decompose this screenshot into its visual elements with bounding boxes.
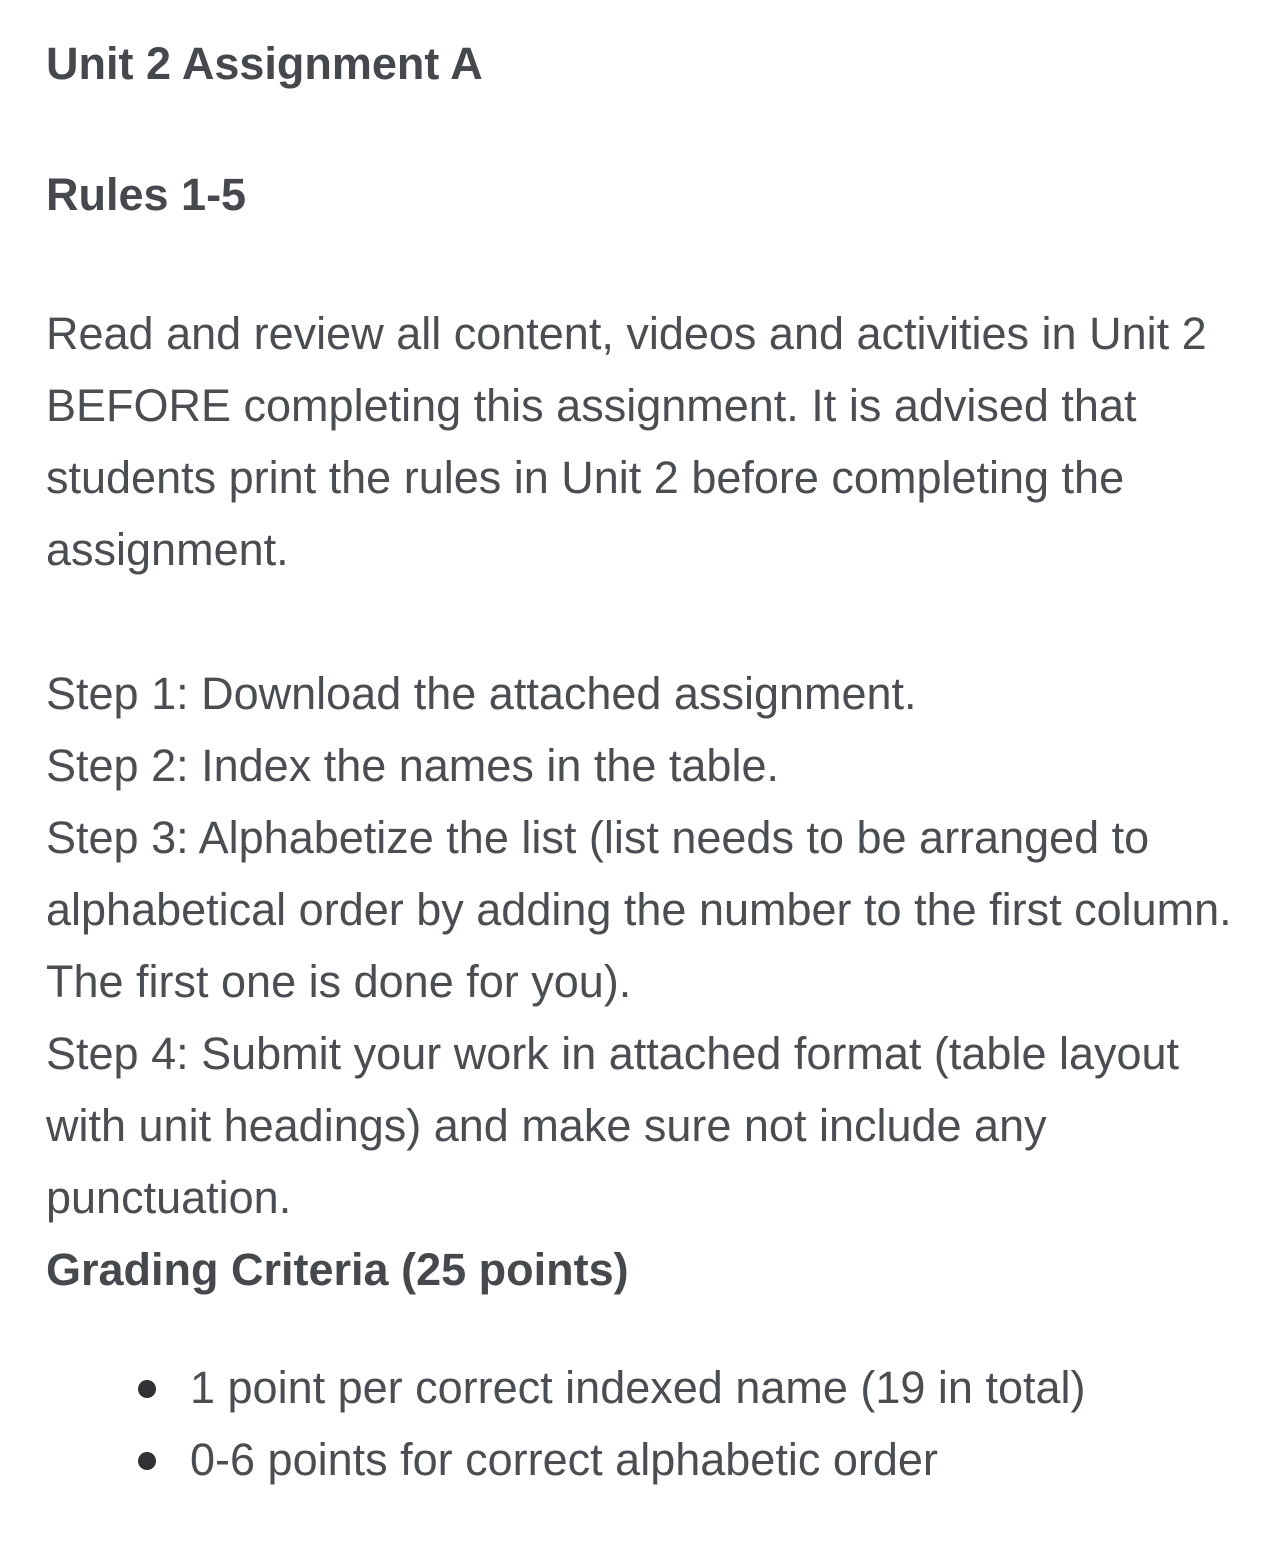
step-4: Step 4: Submit your work in attached format (table layout with unit headings) and make sure not include any punctuation. xyxy=(46,1028,1180,1223)
bullet-icon xyxy=(138,1452,156,1470)
step-2: Step 2: Index the names in the table. xyxy=(46,740,779,791)
grading-criteria-list xyxy=(46,1352,1086,1496)
page-title: Unit 2 Assignment A xyxy=(46,38,483,89)
section-subtitle: Rules 1-5 xyxy=(46,169,247,220)
criteria-item xyxy=(46,1352,1086,1424)
bullet-icon xyxy=(138,1380,156,1398)
grading-heading: Grading Criteria (25 points) xyxy=(46,1244,629,1295)
criteria-text: 0-6 points for correct alphabetic order xyxy=(190,1434,938,1485)
intro-paragraph: Read and review all content, videos and activities in Unit 2 BEFORE completing this assignment. It is advised that students print the rules in Unit 2 before completing the assignment. xyxy=(46,308,1207,575)
step-3: Step 3: Alphabetize the list (list needs to be arranged to alphabetical order by adding the number to the first column. The first one is done for you). xyxy=(46,812,1232,1007)
step-1: Step 1: Download the attached assignment. xyxy=(46,668,917,719)
criteria-item xyxy=(46,1424,1086,1496)
criteria-text: 1 point per correct indexed name (19 in total) xyxy=(190,1362,1086,1413)
steps-list xyxy=(46,658,1236,1234)
